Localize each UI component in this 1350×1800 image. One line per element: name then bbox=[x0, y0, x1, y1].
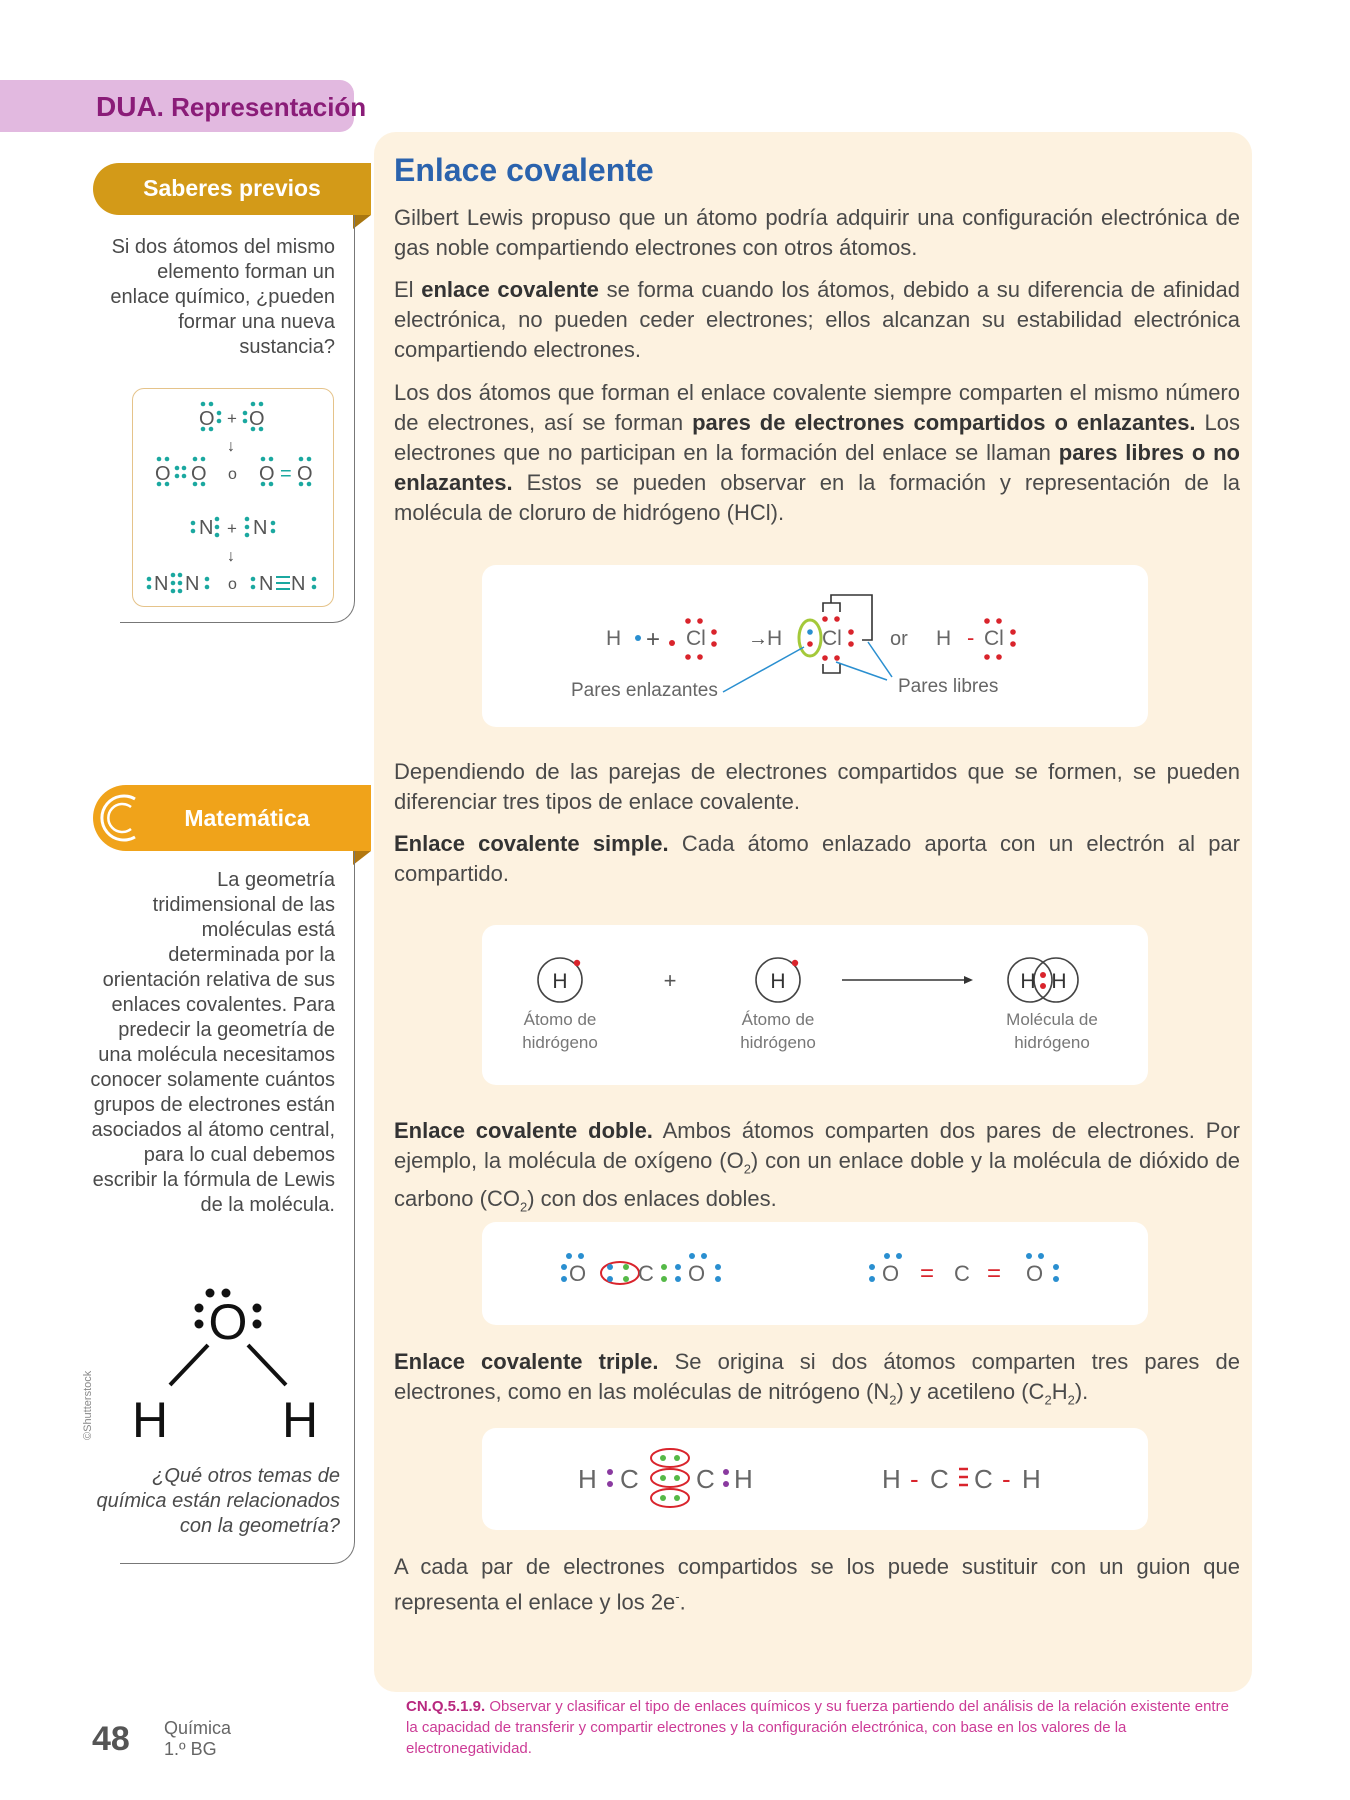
co2-c-left: C bbox=[638, 1261, 654, 1286]
paragraph-pairs: Los dos átomos que forman el enlace covalente siempre comparten el mismo número de electrones, así se forman pares de electrones compartidos o enlazantes. Los electrones que no participan en la formación del enlace se llaman pares libres o no enlazantes. Estos se pueden observar en la formación y representación de la molécula de cloruro de hidrógeno (HCl). bbox=[394, 380, 1241, 525]
svg-text:H: H bbox=[552, 970, 568, 993]
svg-text:O: O bbox=[199, 408, 215, 430]
co2-o2-right: O bbox=[1026, 1261, 1044, 1286]
page-number: 48 bbox=[92, 1720, 130, 1758]
label-pares-libres: Pares libres bbox=[898, 676, 999, 697]
hcl-h-2: H bbox=[767, 627, 783, 650]
c2h2-diagram bbox=[482, 1428, 1148, 1530]
hcl-diagram-svg bbox=[482, 565, 1148, 727]
matematica-text: La geometría tridimensional de las moléculas está determinada por la orientación relativa de sus enlaces covalentes. Para predecir la geometría de una molécula necesitamos conocer solamente cuántos grupos de electrones están asociados al átomo central, para lo cual debemos escribir la fórmula de Lewis de la molécula. bbox=[90, 869, 335, 1216]
pointer-libres-2 bbox=[868, 642, 892, 677]
hcl-dash: - bbox=[967, 625, 975, 650]
paragraph-triple: Enlace covalente triple. Se origina si dos átomos comparten tres pares de electrones, como en las moléculas de nitrógeno $(N_2)$ y acetileno $(C_2H_2)$. bbox=[394, 1349, 1241, 1408]
saberes-previos-title: Saberes previos bbox=[143, 175, 321, 201]
svg-text:=: = bbox=[280, 463, 292, 485]
hcl-or: or bbox=[890, 628, 908, 650]
svg-text:+: + bbox=[227, 409, 237, 428]
hcl-plus: + bbox=[646, 626, 661, 653]
water-h-left: H bbox=[131, 1392, 169, 1448]
svg-text:+: + bbox=[227, 519, 237, 538]
c2h2-h-left: H bbox=[578, 1464, 597, 1494]
svg-text:-: - bbox=[910, 1464, 919, 1494]
hcl-cl-3: Cl bbox=[984, 627, 1004, 650]
svg-text:H: H bbox=[1020, 970, 1036, 993]
co2-c2: C bbox=[954, 1261, 970, 1286]
hcl-dot-blue bbox=[635, 635, 641, 641]
subject-label: Química 1.º BG bbox=[164, 1718, 232, 1759]
co2-eq-1: = bbox=[920, 1260, 935, 1287]
c2h2-c-right: C bbox=[696, 1464, 715, 1494]
label-pares-enlazantes: Pares enlazantes bbox=[571, 680, 718, 701]
svg-text:+: + bbox=[663, 968, 677, 993]
dua-title: DUA. Representación bbox=[96, 91, 367, 122]
image-credit: ©Shutterstock bbox=[82, 1370, 94, 1440]
hcl-cl-1: Cl bbox=[686, 627, 706, 650]
co2-o2-left: O bbox=[882, 1261, 900, 1286]
hcl-diagram bbox=[482, 565, 1148, 727]
c2h2-diagram-svg bbox=[482, 1428, 1148, 1530]
mol-label-a: Molécula de bbox=[1006, 1010, 1098, 1029]
svg-text:C: C bbox=[974, 1464, 993, 1494]
svg-text:O: O bbox=[297, 463, 313, 485]
svg-text:o: o bbox=[228, 466, 237, 483]
co2-diagram bbox=[482, 1222, 1148, 1325]
svg-text:O: O bbox=[249, 408, 265, 430]
svg-text:O: O bbox=[191, 463, 207, 485]
hcl-h-1: H bbox=[606, 627, 622, 650]
svg-text:N: N bbox=[185, 573, 200, 595]
svg-text:H: H bbox=[1022, 1464, 1041, 1494]
svg-text:N: N bbox=[199, 517, 214, 539]
svg-text:↓: ↓ bbox=[227, 438, 235, 455]
atom-label-2a: Átomo de bbox=[741, 1010, 815, 1029]
svg-text:H: H bbox=[1051, 970, 1067, 993]
h2-diagram-svg bbox=[482, 925, 1148, 1085]
paragraph-final: A cada par de electrones compartidos se los puede sustituir con un guion que representa el enlace y los 2e-. bbox=[394, 1554, 1240, 1615]
c2h2-h-right: H bbox=[734, 1464, 753, 1494]
co2-diagram-svg bbox=[482, 1222, 1148, 1325]
paragraph-simple: Enlace covalente simple. Cada átomo enlazado aporta con un electrón al par compartido. bbox=[394, 831, 1240, 886]
svg-text:N: N bbox=[253, 517, 268, 539]
svg-text:H: H bbox=[882, 1464, 901, 1494]
water-o: O bbox=[208, 1294, 248, 1350]
c2h2-c-left: C bbox=[620, 1464, 639, 1494]
co2-eq-2: = bbox=[987, 1260, 1002, 1287]
water-molecule bbox=[120, 1275, 340, 1455]
svg-text:H: H bbox=[770, 970, 786, 993]
paragraph-lewis: Gilbert Lewis propuso que un átomo podría adquirir una configuración electrónica de gas noble compartiendo electrones con otros átomos. bbox=[394, 205, 1240, 260]
matematica-title: Matemática bbox=[184, 805, 310, 831]
saberes-previos-tab bbox=[93, 163, 371, 215]
paragraph-definition: El enlace covalente se forma cuando los átomos, debido a su diferencia de afinidad electrónica, no pueden ceder electrones; ellos alcanzan su estabilidad electrónica compartiendo electrones. bbox=[394, 277, 1240, 362]
dua-banner bbox=[0, 80, 367, 132]
paragraph-types: Dependiendo de las parejas de electrones compartidos que se formen, se pueden diferenciar tres tipos de enlace covalente. bbox=[394, 759, 1240, 814]
svg-text:N: N bbox=[154, 573, 169, 595]
hcl-cl-2: Cl bbox=[822, 627, 842, 650]
hcl-h-3: H bbox=[936, 627, 952, 650]
co2-o-right: O bbox=[688, 1261, 706, 1286]
h2-diagram bbox=[482, 925, 1148, 1085]
matematica-tab bbox=[93, 785, 371, 851]
svg-text:C: C bbox=[930, 1464, 949, 1494]
pointer-enlazantes bbox=[723, 647, 804, 692]
skill-criterion: CN.Q.5.1.9. Observar y clasificar el tipo de enlaces químicos y su fuerza partiendo del análisis de la relación existente entre la capacidad de transferir y compartir electrones y la configuración electrónica, con base en los valores de la electronegatividad. bbox=[406, 1698, 1229, 1757]
shared-pair-ring bbox=[799, 620, 821, 656]
svg-text:O: O bbox=[155, 463, 171, 485]
paragraph-doble: Enlace covalente doble. Ambos átomos comparten dos pares de electrones. Por ejemplo, la molécula de oxígeno $(O_2)$ con un enlace doble y la molécula de dióxido de carbono $(CO_2)$ con dos enlaces dobles. bbox=[394, 1118, 1240, 1215]
mol-label-b: hidrógeno bbox=[1014, 1033, 1090, 1052]
svg-text:N: N bbox=[291, 573, 306, 595]
double-pair-ring bbox=[601, 1262, 639, 1284]
atom-label-1b: hidrógeno bbox=[522, 1033, 598, 1052]
saberes-text: Si dos átomos del mismo elemento forman un enlace químico, ¿pueden formar una nueva sustancia? bbox=[110, 236, 335, 358]
svg-text:O: O bbox=[259, 463, 275, 485]
pointer-libres-1 bbox=[836, 662, 887, 680]
atom-label-1a: Átomo de bbox=[523, 1010, 597, 1029]
co2-o-left: O bbox=[569, 1261, 587, 1286]
atom-label-2b: hidrógeno bbox=[740, 1033, 816, 1052]
lewis-structures-svg bbox=[133, 389, 333, 606]
svg-text:↓: ↓ bbox=[227, 548, 235, 565]
page-title: Enlace covalente bbox=[394, 152, 654, 188]
matematica-question: ¿Qué otros temas de química están relacionados con la geometría? bbox=[96, 1465, 340, 1537]
water-h-right: H bbox=[281, 1392, 319, 1448]
svg-text:-: - bbox=[1002, 1464, 1011, 1494]
svg-text:o: o bbox=[228, 576, 237, 593]
lewis-structures-box bbox=[132, 388, 334, 607]
svg-text:N: N bbox=[259, 573, 274, 595]
hcl-arrow: → bbox=[748, 628, 768, 650]
